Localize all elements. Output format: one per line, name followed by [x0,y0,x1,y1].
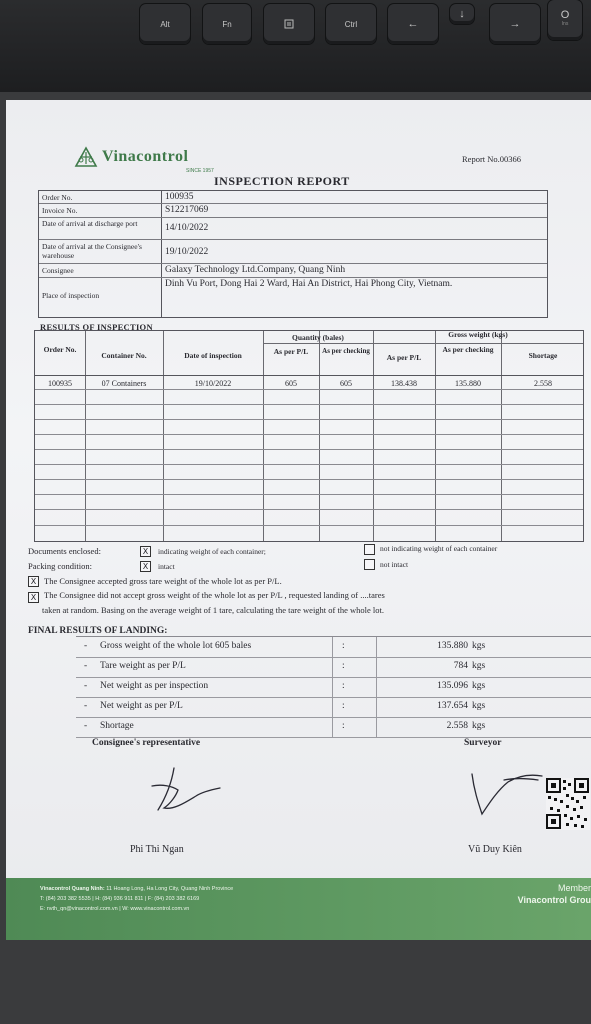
header-date: Date of inspection [184,351,242,360]
header-quantity-group: Quantity (bales) [292,333,344,342]
o-key-label: O [560,9,570,21]
footer-member-block [518,882,591,906]
surveyor-label: Surveyor [464,738,502,748]
row-line [35,419,583,420]
row-qty-per-pl: 605 [285,379,297,388]
row-line [35,509,583,510]
consignee-not-accepted-text: The Consignee did not accept gross weight of the whole lot as per P/L , requested landing of ....tares [44,590,385,600]
header-order-no: Order No. [43,345,77,354]
menu-key-icon [284,19,294,29]
footer-contacts: T: (84) 203 382 5535 | H: (84) 936 911 811 | F: (84) 203 382 6169 [40,896,200,902]
logo-text: Vinacontrol [102,148,189,165]
packing-condition-label: Packing condition: [28,561,92,571]
bullet: - [84,681,88,691]
gross-weight-unit: kgs [472,641,486,651]
footer-company: Vinacontrol Quang Ninh: [40,886,105,892]
consignee-representative-label: Consignee's representative [92,738,201,748]
place-value: Dinh Vu Port, Dong Hai 2 Ward, Hai An District, Hai Phong City, Vietnam. [165,279,453,289]
colon: : [342,701,345,711]
packing-not-intact-checkbox [364,559,375,570]
consignee-value: Galaxy Technology Ltd.Company, Quang Ninh [165,265,346,275]
consignee-accepted-text: The Consignee accepted gross tare weight of the whole lot as per P/L. [44,576,282,586]
gross-weight-label: Gross weight of the whole lot 605 bales [100,641,252,651]
documents-not-indicating-text: not indicating weight of each container [380,544,498,553]
info-row-arrival-warehouse [39,239,547,264]
row-line [35,404,583,405]
order-info-table [38,190,548,318]
colon: : [342,661,345,671]
consignee-accepted-checkbox: X [28,576,39,587]
header-gw-per-pl: As per P/L [386,353,422,362]
report-number: Report No.00366 [462,154,522,164]
row-line [35,449,583,450]
left-arrow-key [388,4,438,44]
packing-intact-checkbox: X [140,561,151,572]
fn-key-label: Fn [222,19,232,29]
shortage-unit: kgs [472,721,486,731]
alt-key-label: Alt [160,19,170,29]
bullet: - [84,661,88,671]
tare-weight-value: 784 [453,661,468,671]
final-row-tare [76,657,591,678]
row-date: 19/10/2022 [194,379,232,388]
down-arrow-key [450,4,474,24]
net-weight-pl-unit: kgs [472,701,486,711]
shortage-value: 2.558 [446,721,468,731]
colon: : [342,681,345,691]
consignee-label: Consignee [42,266,74,275]
tare-weight-label: Tare weight as per P/L [100,661,186,671]
documents-enclosed-label: Documents enclosed: [28,546,101,556]
consignee-not-accepted-continuation: taken at random. Basing on the average weight of 1 tare, calculating the tare weight of the whole lot. [42,605,385,615]
invoice-no-value: S12217069 [165,205,209,215]
qr-code-icon [546,778,590,830]
arrival-warehouse-value: 19/10/2022 [165,247,209,257]
keyboard-edge [0,0,591,92]
colon: : [342,721,345,731]
header-gross-weight-group: Gross weight (kgs) [448,330,508,339]
header-container-no: Container No. [101,351,147,360]
header-shortage: Shortage [528,351,558,360]
row-line [35,464,583,465]
final-results-heading: FINAL RESULTS OF LANDING: [28,626,168,636]
results-heading: RESULTS OF INSPECTION [40,322,153,332]
packing-not-intact-text: not intact [380,560,409,569]
row-line [35,479,583,480]
logo-since: SINCE 1957 [186,168,214,174]
surveyor-signature [468,768,548,824]
documents-indicating-text: indicating weight of each container; [158,547,266,556]
report-title: INSPECTION REPORT [214,174,350,188]
results-table [34,330,584,542]
final-row-net-inspection [76,677,591,698]
order-no-label: Order No. [42,193,73,202]
bullet: - [84,641,88,651]
o-key [548,0,582,40]
ins-key-label: Ins [561,21,569,27]
menu-key [264,4,314,44]
order-no-value: 100935 [165,192,194,202]
consignee-not-accepted-checkbox: X [28,592,39,603]
inspection-report-sheet [6,100,591,940]
invoice-no-label: Invoice No. [42,206,78,215]
qty-group-line [263,343,373,344]
shortage-label: Shortage [100,721,134,731]
arrival-port-label: Date of arrival at discharge port [42,219,138,228]
documents-not-indicating-checkbox [364,544,375,555]
alt-key [140,4,190,44]
ctrl-key [326,4,376,44]
footer-member-label: Member [557,883,591,893]
info-row-consignee [39,263,547,278]
vinacontrol-logo [74,146,214,174]
header-bottom-line [35,375,583,376]
final-row-shortage [76,717,591,738]
row-shortage: 2.558 [534,379,552,388]
footer-address: 11 Hoang Long, Ha Long City, Quang Ninh Province [106,886,234,892]
info-row-arrival-port [39,217,547,240]
info-row-place [39,277,547,317]
ctrl-key-label: Ctrl [344,19,358,29]
net-weight-inspection-value: 135.096 [437,681,468,691]
right-arrow-icon: → [509,18,521,30]
info-row-invoice [39,203,547,218]
net-weight-inspection-label: Net weight as per inspection [100,681,209,691]
fn-key [203,4,251,44]
row-line [35,389,583,390]
arrival-port-value: 14/10/2022 [165,223,209,233]
gw-group-line [373,343,583,344]
footer-web: E: nvth_qn@vinacontrol.com.vn | W: www.vinacontrol.com.vn [40,906,190,912]
packing-intact-text: intact [158,562,175,571]
row-container-no: 07 Containers [101,379,147,388]
bullet: - [84,721,88,731]
row-order-no: 100935 [48,379,72,388]
row-gw-per-checking: 135.880 [455,379,481,388]
bullet: - [84,701,88,711]
row-line [35,434,583,435]
surveyor-name: Vũ Duy Kiên [468,844,522,855]
row-gw-per-pl: 138.438 [391,379,417,388]
net-weight-inspection-unit: kgs [472,681,486,691]
header-gw-per-checking: As per checking [442,345,494,354]
net-weight-pl-label: Net weight as per P/L [100,701,183,711]
company-footer [6,878,591,940]
documents-indicating-checkbox: X [140,546,151,557]
right-arrow-key [490,4,540,44]
gross-weight-value: 135.880 [437,641,468,651]
consignee-signature [144,764,224,820]
final-row-net-pl [76,697,591,718]
final-row-gross [76,637,591,658]
footer-group-name: Vinacontrol Grou [517,895,591,905]
arrival-warehouse-label: Date of arrival at the Consignee's warehouse [42,242,142,260]
final-results-table [76,636,591,737]
down-arrow-icon: ↓ [459,8,465,20]
colon: : [342,641,345,651]
tare-weight-unit: kgs [472,661,486,671]
left-arrow-icon: ← [407,18,419,30]
header-qty-per-checking: As per checking [322,347,370,355]
header-qty-per-pl: As per P/L [273,347,309,356]
vinacontrol-emblem-icon [74,146,98,168]
consignee-representative-name: Phi Thi Ngan [130,844,184,855]
row-line [35,525,583,526]
row-qty-per-checking: 605 [340,379,352,388]
place-label: Place of inspection [42,291,100,300]
row-line [35,494,583,495]
footer-address-block [40,884,233,914]
net-weight-pl-value: 137.654 [437,701,468,711]
